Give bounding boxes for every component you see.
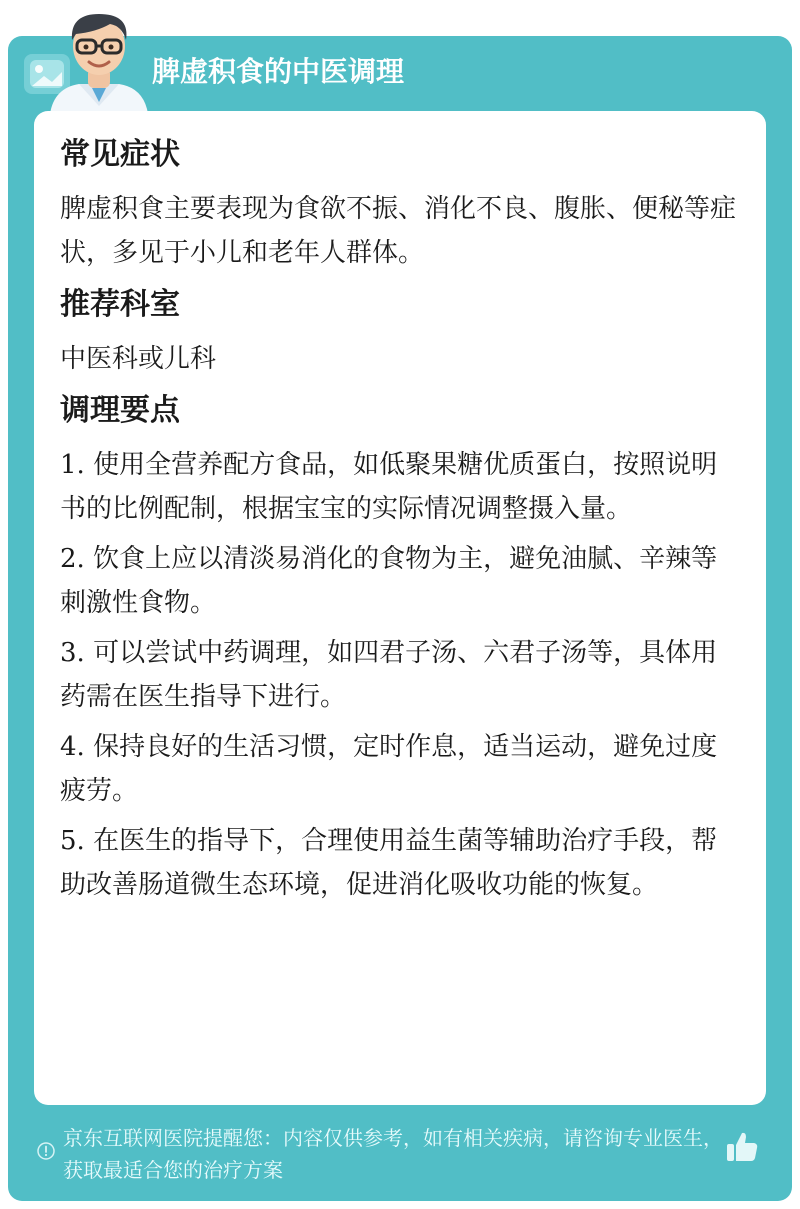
tip-text: 饮食上应以清淡易消化的食物为主，避免油腻、辛辣等刺激性食物。 [60,544,718,618]
tip-item [60,631,740,719]
symptoms-heading: 常见症状 [60,137,180,172]
doctor-avatar [44,6,154,114]
symptoms-text: 脾虚积食主要表现为食欲不振、消化不良、腹胀、便秘等症状，多见于小儿和老年人群体。 [60,194,737,268]
tip-number: 2. [60,544,85,574]
tips-heading: 调理要点 [60,393,180,428]
tip-item [60,443,740,531]
tip-text: 保持良好的生活习惯，定时作息，适当运动，避免过度疲劳。 [60,732,718,806]
tip-item [60,537,740,625]
tip-number: 1. [60,450,85,480]
department-text: 中医科或儿科 [60,344,217,374]
page-title: 脾虚积食的中医调理 [152,55,405,88]
tip-number: 4. [60,732,85,762]
tip-text: 使用全营养配方食品，如低聚果糖优质蛋白，按照说明书的比例配制，根据宝宝的实际情况调整摄入量。 [60,450,718,524]
tip-number: 5. [60,826,85,856]
tip-text: 在医生的指导下，合理使用益生菌等辅助治疗手段，帮助改善肠道微生态环境，促进消化吸收功能的恢复。 [60,826,718,900]
footer-notice: 京东互联网医院提醒您：内容仅供参考，如有相关疾病，请咨询专业医生，获取最适合您的治疗方案 [63,1126,723,1182]
tip-item [60,819,740,907]
tip-item [60,725,740,813]
info-circle-icon [36,1141,56,1161]
thumbs-up-icon[interactable] [724,1129,760,1165]
content-card [34,111,766,1105]
tip-text: 可以尝试中药调理，如四君子汤、六君子汤等，具体用药需在医生指导下进行。 [60,638,718,712]
department-heading: 推荐科室 [60,287,180,322]
tip-number: 3. [60,638,85,668]
